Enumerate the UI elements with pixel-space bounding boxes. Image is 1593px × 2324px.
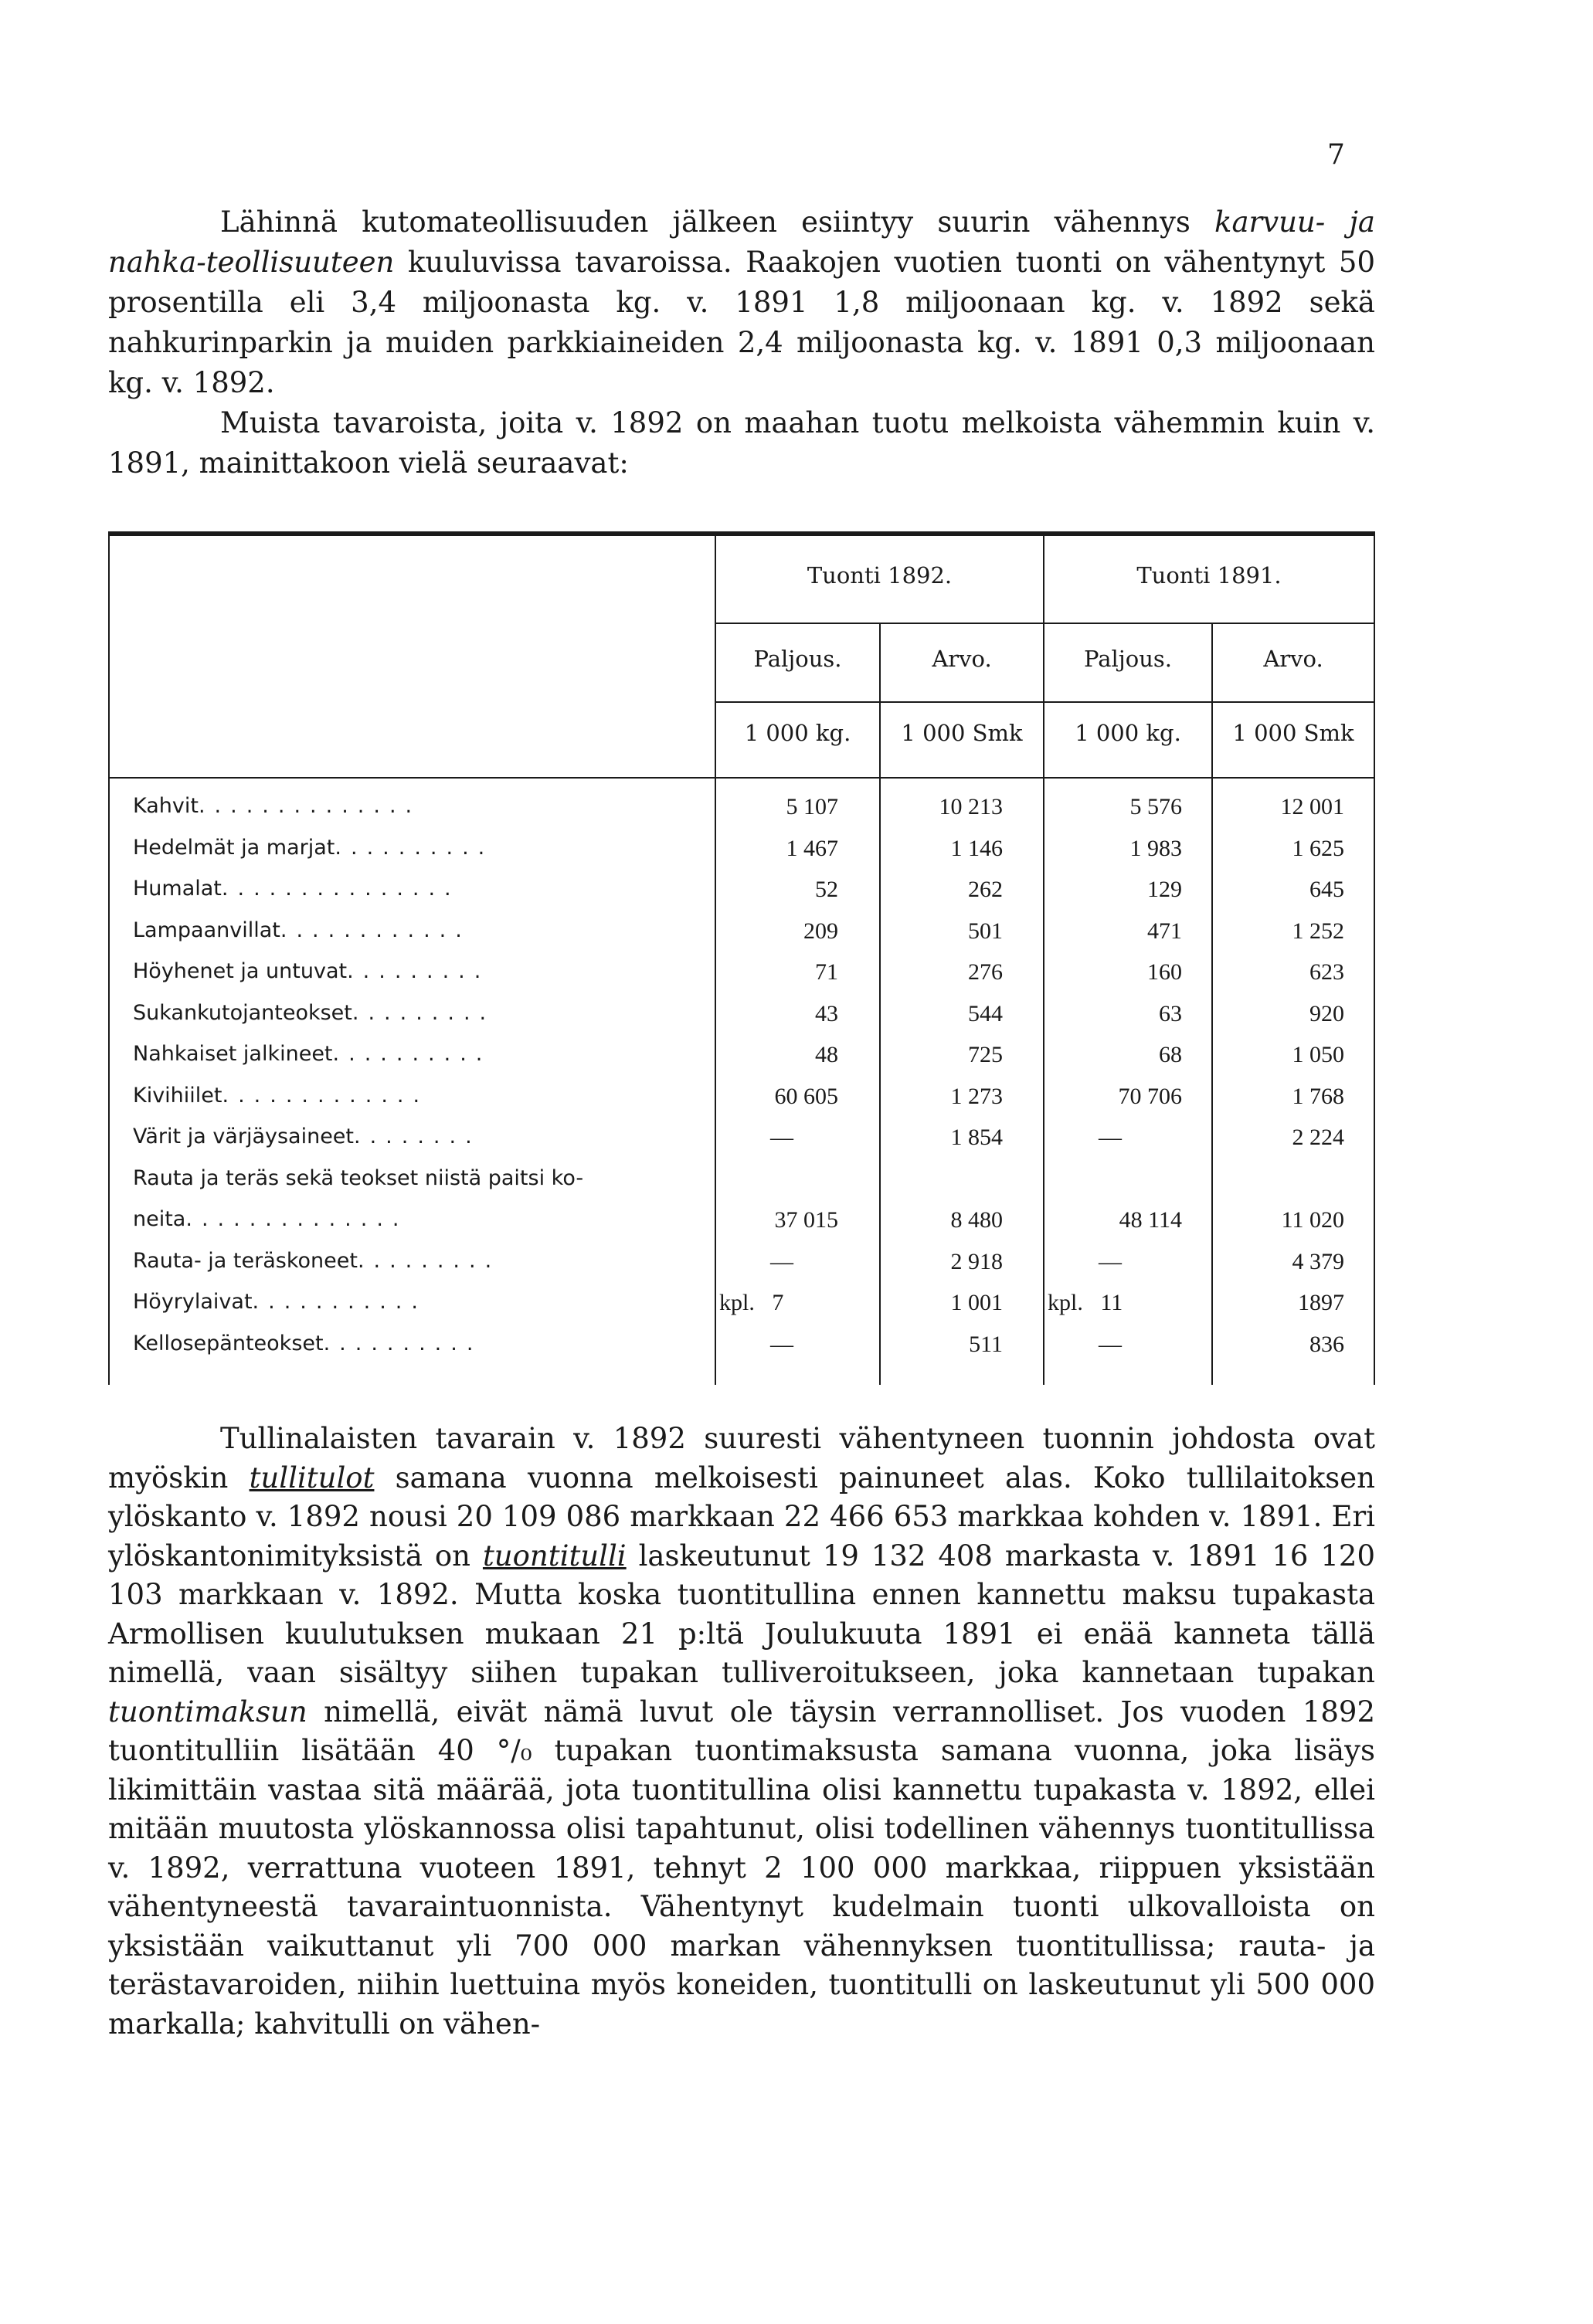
row-label-text: Lampaanvillat: [133, 918, 280, 942]
group-header-1892: Tuonti 1892.: [807, 562, 953, 589]
table-right-border: [1374, 536, 1375, 1385]
table-row-label: [133, 1249, 743, 1273]
table-row-label: [133, 1332, 743, 1355]
table-cell: —: [770, 1125, 793, 1150]
unit-quantity-1891: 1 000 kg.: [1075, 720, 1181, 746]
para2-emphasis-tullitulot: tullitulot: [249, 1461, 375, 1494]
row-label-text: neita: [133, 1207, 186, 1231]
para2-text-a: Tullinalaisten tavarain v. 1892 suuresti vähentyneen tuonnin johdosta ovat myöskin: [108, 1422, 1375, 1494]
row-leader-dots: ............: [280, 918, 471, 942]
table-cell: 160: [1147, 959, 1182, 985]
para2-emphasis-tuontitulli: tuontitulli: [482, 1539, 627, 1573]
table-cell: 1 467: [786, 835, 838, 861]
table-cell: 1 768: [1292, 1083, 1344, 1109]
table-cell: 63: [1159, 1000, 1182, 1026]
table-cell: —: [1099, 1331, 1122, 1357]
row-leader-dots: ..............: [198, 794, 422, 818]
header-rule-3: [108, 777, 1375, 779]
row-label-text: Rauta ja teräs sekä teokset niistä paitsi ko-: [133, 1165, 584, 1190]
table-cell: 623: [1309, 959, 1344, 985]
table-row-label: [133, 836, 743, 860]
table-cell: 1897: [1298, 1290, 1344, 1315]
table-row-label: [133, 877, 743, 901]
table-cell: 48 114: [1119, 1207, 1182, 1233]
table-row-label: [133, 1001, 743, 1025]
table-cell: 5 576: [1129, 794, 1182, 819]
row-leader-dots: ..............: [185, 1207, 409, 1231]
row-label-text: Hedelmät ja marjat: [133, 835, 335, 860]
para1-emphasis: karvuu- ja nahka-teollisuuteen: [108, 205, 1375, 279]
table-cell: —: [1099, 1248, 1122, 1274]
paragraph-leather: [108, 202, 1375, 403]
row-leader-dots: ...............: [221, 877, 460, 901]
unit-quantity-1892: 1 000 kg.: [744, 720, 851, 746]
group-header-1891: Tuonti 1891.: [1136, 562, 1282, 589]
row-leader-dots: ........: [354, 1125, 481, 1148]
table-cell: 1 146: [950, 835, 1003, 861]
table-cell: 1 854: [950, 1125, 1003, 1150]
row-leader-dots: ..........: [323, 1331, 483, 1355]
table-row-label: [133, 1084, 743, 1108]
page-number: 7: [1327, 139, 1345, 171]
table-cell: 52: [815, 877, 838, 902]
row-leader-dots: .........: [352, 1000, 496, 1025]
customs-paragraph: [108, 1420, 1375, 2044]
row-leader-dots: .........: [357, 1248, 501, 1273]
row-leader-dots: .........: [347, 959, 491, 983]
table-cell: 68: [1159, 1042, 1182, 1067]
subheader-value-1891: Arvo.: [1263, 646, 1323, 672]
table-cell: 276: [968, 959, 1003, 985]
row-label-text: Humalat: [133, 877, 222, 901]
table-cell: 1 983: [1129, 835, 1182, 861]
table-cell: 37 015: [774, 1207, 838, 1233]
table-row-label: [133, 1166, 743, 1190]
table-cell: kpl. 11: [1048, 1290, 1123, 1315]
table-row-label: [133, 794, 743, 818]
subheader-quantity-1891: Paljous.: [1083, 646, 1172, 672]
table-row-label: [133, 1125, 743, 1148]
table-cell: 511: [969, 1331, 1003, 1357]
table-cell: 129: [1147, 877, 1182, 902]
table-cell: 11 020: [1281, 1207, 1344, 1233]
table-cell: 2 918: [950, 1248, 1003, 1274]
table-row-label: [133, 959, 743, 983]
table-cell: 725: [968, 1042, 1003, 1067]
para2-emphasis-tuontimaksun: tuontimaksun: [108, 1695, 307, 1729]
para1-text-a: Lähinnä kutomateollisuuden jälkeen esiintyy suurin vähennys: [220, 205, 1215, 239]
row-label-text: Kivihiilet: [133, 1083, 222, 1108]
row-label-text: Nahkaiset jalkineet: [133, 1042, 333, 1066]
para2-text-d: nimellä, eivät nämä luvut ole täysin verrannolliset. Jos vuoden 1892 tuontitulliin lisätään 40 °/₀ tupakan tuontimaksusta samana vuonna, joka lisäys likimittäin vastaa sitä määrää, jota tuontitullina olisi kannettu tupakasta v. 1892, ellei mitään muutosta ylöskannossa olisi tapahtunut, olisi todellinen vähennys tuontitullissa v. 1892, verrattuna vuoteen 1891, tehnyt 2 100 000 markkaa, riippuen yksistään vähentyneestä tavaraintuonnista. Vähentynyt kudelmain tuonti ulkovalloista on yksistään vaikuttanut yli 700 000 markan vähennyksen tuontitullissa; rauta- ja terästavaroiden, niihin luettuina myös koneiden, tuontitulli on laskeutunut yli 500 000 markalla; kahvitulli on vähen-: [108, 1695, 1375, 2041]
table-cell: 501: [968, 918, 1003, 944]
table-cell: 43: [815, 1000, 838, 1026]
row-leader-dots: ...........: [252, 1290, 427, 1314]
table-cell: —: [770, 1331, 793, 1357]
row-leader-dots: ..........: [335, 835, 494, 860]
header-rule-2: [715, 701, 1375, 703]
table-cell: 71: [815, 959, 838, 985]
intro-paragraphs: [108, 202, 1375, 483]
table-left-border: [108, 536, 110, 1385]
row-label-text: Kahvit: [133, 794, 199, 818]
table-row-label: [133, 1042, 743, 1066]
table-cell: 544: [968, 1000, 1003, 1026]
row-label-text: Värit ja värjäysaineet: [133, 1125, 355, 1148]
subheader-quantity-1892: Paljous.: [753, 646, 842, 672]
table-top-rule: [108, 531, 1375, 536]
row-label-text: Höyrylaivat: [133, 1290, 253, 1314]
table-cell: 645: [1309, 877, 1344, 902]
table-cell: 262: [968, 877, 1003, 902]
table-cell: 48: [815, 1042, 838, 1067]
table-cell: 209: [803, 918, 838, 944]
row-label-text: Kellosepänteokset: [133, 1331, 324, 1355]
table-cell: 8 480: [950, 1207, 1003, 1233]
para2-text-c: laskeutunut 19 132 408 markasta v. 1891 16 120 103 markkaan v. 1892. Mutta koska tuontitullina ennen kannettu maksu tupakasta Armollisen kuulutuksen mukaan 21 p:ltä Joulukuuta 1891 ei enää kanneta tällä nimellä, vaan sisältyy siihen tupakan tulliveroitukseen, joka kannetaan tupakan: [108, 1539, 1375, 1689]
table-cell: 920: [1309, 1000, 1344, 1026]
unit-value-1891: 1 000 Smk: [1232, 720, 1354, 746]
table-cell: 1 273: [950, 1083, 1003, 1109]
table-cell: 4 379: [1292, 1248, 1344, 1274]
table-cell: 5 107: [786, 794, 838, 819]
table-cell: 1 050: [1292, 1042, 1344, 1067]
table-cell: 471: [1147, 918, 1182, 944]
paragraph-customs: [108, 1420, 1375, 2044]
table-cell: 1 252: [1292, 918, 1344, 944]
table-cell: —: [1099, 1125, 1122, 1150]
unit-value-1892: 1 000 Smk: [901, 720, 1023, 746]
table-row-label: [133, 1290, 743, 1314]
table-cell: 1 001: [950, 1290, 1003, 1315]
import-table: [108, 531, 1375, 1385]
table-cell: kpl. 7: [719, 1290, 784, 1315]
paragraph-other-goods: Muista tavaroista, joita v. 1892 on maahan tuotu melkoista vähemmin kuin v. 1891, mainittakoon vielä seuraavat:: [108, 406, 1375, 480]
table-cell: 12 001: [1280, 794, 1344, 819]
subheader-value-1892: Arvo.: [932, 646, 992, 672]
para2-text-b: samana vuonna melkoisesti painuneet alas. Koko tullilaitoksen ylöskanto v. 1892 nousi 20 109 086 markkaan 22 466 653 markkaa kohden v. 1891. Eri ylöskantonimityksistä on: [108, 1461, 1375, 1573]
row-label-text: Rauta- ja teräskoneet: [133, 1248, 358, 1273]
table-row-label: [133, 918, 743, 942]
header-rule-1: [715, 623, 1375, 624]
table-row-label: [133, 1207, 743, 1231]
table-cell: 2 224: [1292, 1125, 1344, 1150]
table-cell: 70 706: [1118, 1083, 1182, 1109]
row-label-text: Höyhenet ja untuvat: [133, 959, 348, 983]
table-cell: 836: [1309, 1331, 1344, 1357]
table-cell: 1 625: [1292, 835, 1344, 861]
row-leader-dots: ..........: [332, 1042, 492, 1066]
table-cell: 60 605: [774, 1083, 838, 1109]
row-leader-dots: .............: [222, 1083, 430, 1108]
table-cell: 10 213: [939, 794, 1003, 819]
table-cell: —: [770, 1248, 793, 1274]
para1-text-b: kuuluvissa tavaroissa. Raakojen vuotien tuonti on vähentynyt 50 prosentilla eli 3,4 miljoonasta kg. v. 1891 1,8 miljoonaan kg. v. 1892 sekä nahkurinparkin ja muiden parkkiaineiden 2,4 miljoonasta kg. v. 1891 0,3 miljoonaan kg. v. 1892.: [108, 246, 1375, 399]
row-label-text: Sukankutojanteokset: [133, 1000, 352, 1025]
